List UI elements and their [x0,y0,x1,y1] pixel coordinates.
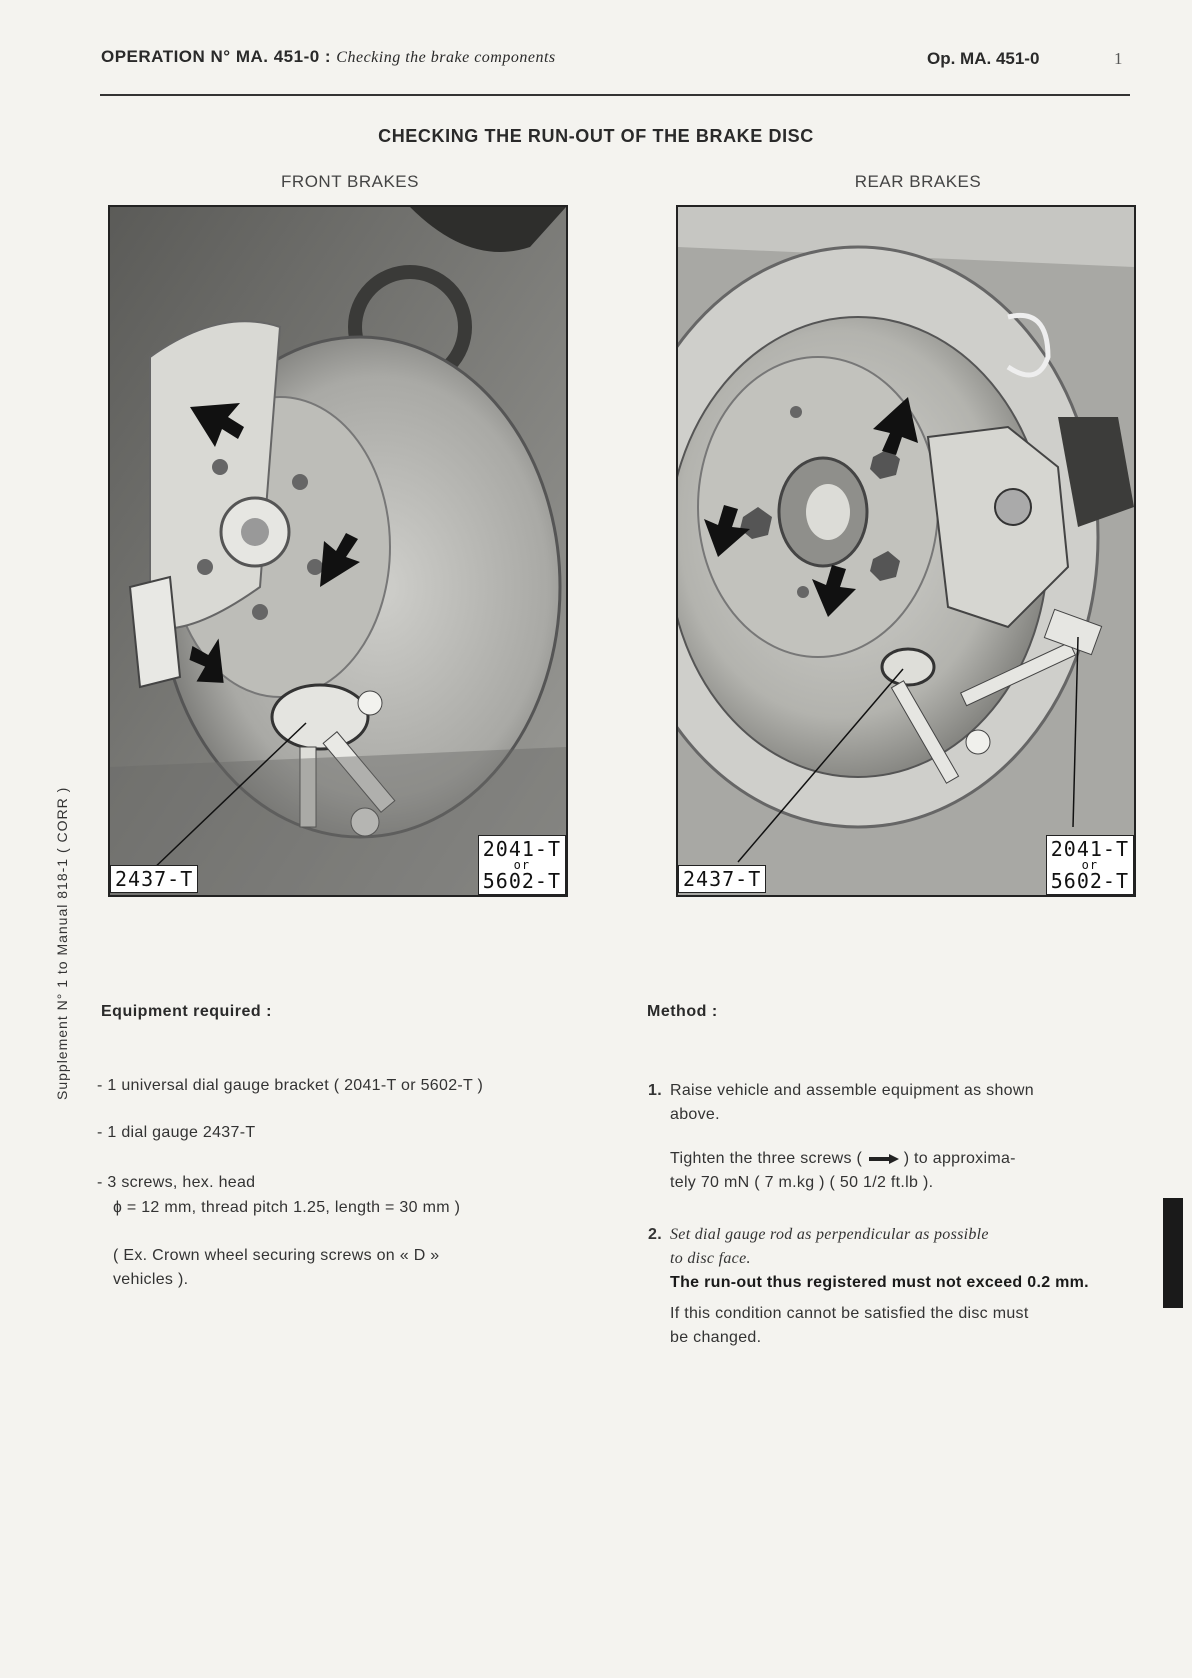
step-2-requirement: The run-out thus registered must not exceed 0.2 mm. [670,1274,1089,1291]
operation-reference: Op. MA. 451-0 [927,49,1040,68]
front-bracket-label [478,835,566,895]
front-brakes-photo [108,205,568,897]
method-heading: Method : [647,1003,718,1020]
arrow-icon [867,1154,899,1164]
supplement-side-note: Supplement N° 1 to Manual 818-1 ( CORR ) [54,786,70,1100]
front-gauge-label: 2437-T [110,865,198,893]
step-1-torque-value: tely 70 mN ( 7 m.kg ) ( 50 1/2 ft.lb ). [670,1174,934,1191]
step-1-torque-pre: Tighten the three screws ( [670,1150,863,1167]
operation-header [101,47,556,67]
step-2-number: 2. [648,1226,662,1243]
step-1-torque [670,1147,1016,1171]
rear-brakes-photo [676,205,1136,897]
front-bracket-label-2: 5602-T [482,869,561,893]
step-2-condition: If this condition cannot be satisfied the disc must [670,1305,1029,1322]
equipment-item: - 1 universal dial gauge bracket ( 2041-T or 5602-T ) [97,1077,484,1094]
rear-bracket-or: or [1081,858,1099,872]
step-1-text: Raise vehicle and assemble equipment as shown [670,1082,1034,1099]
page-number: 1 [1114,49,1123,68]
rear-brakes-caption: REAR BRAKES [854,172,982,191]
step-2-text: Set dial gauge rod as perpendicular as possible [670,1226,989,1243]
header-rule [100,94,1130,96]
front-bracket-label-1: 2041-T [482,837,561,861]
equipment-item: - 3 screws, hex. head [97,1174,256,1191]
operation-number: OPERATION N° MA. 451-0 [101,47,320,66]
step-1-torque-post: ) to approxima- [903,1150,1016,1167]
page-edge-marker [1163,1198,1183,1308]
front-bracket-or: or [513,858,531,872]
rear-brake-disc-illustration [678,207,1134,895]
step-1-text-cont: above. [670,1106,720,1123]
step-2-condition-cont: be changed. [670,1329,762,1346]
page-title: CHECKING THE RUN-OUT OF THE BRAKE DISC [378,126,814,146]
front-brakes-caption: FRONT BRAKES [281,172,419,191]
equipment-item: vehicles ). [113,1271,189,1288]
equipment-item: ɸ = 12 mm, thread pitch 1.25, length = 30 mm ) [113,1199,461,1216]
rear-bracket-label-2: 5602-T [1050,869,1129,893]
header-separator: : [319,47,337,66]
rear-bracket-label [1046,835,1134,895]
equipment-item: - 1 dial gauge 2437-T [97,1124,256,1141]
step-1-number: 1. [648,1082,662,1099]
equipment-item: ( Ex. Crown wheel securing screws on « D » [113,1247,440,1264]
front-brake-disc-illustration [110,207,566,895]
operation-subtitle: Checking the brake components [336,49,556,66]
rear-bracket-label-1: 2041-T [1050,837,1129,861]
equipment-heading: Equipment required : [101,1003,272,1020]
step-2-text-cont: to disc face. [670,1250,751,1267]
rear-gauge-label: 2437-T [678,865,766,893]
